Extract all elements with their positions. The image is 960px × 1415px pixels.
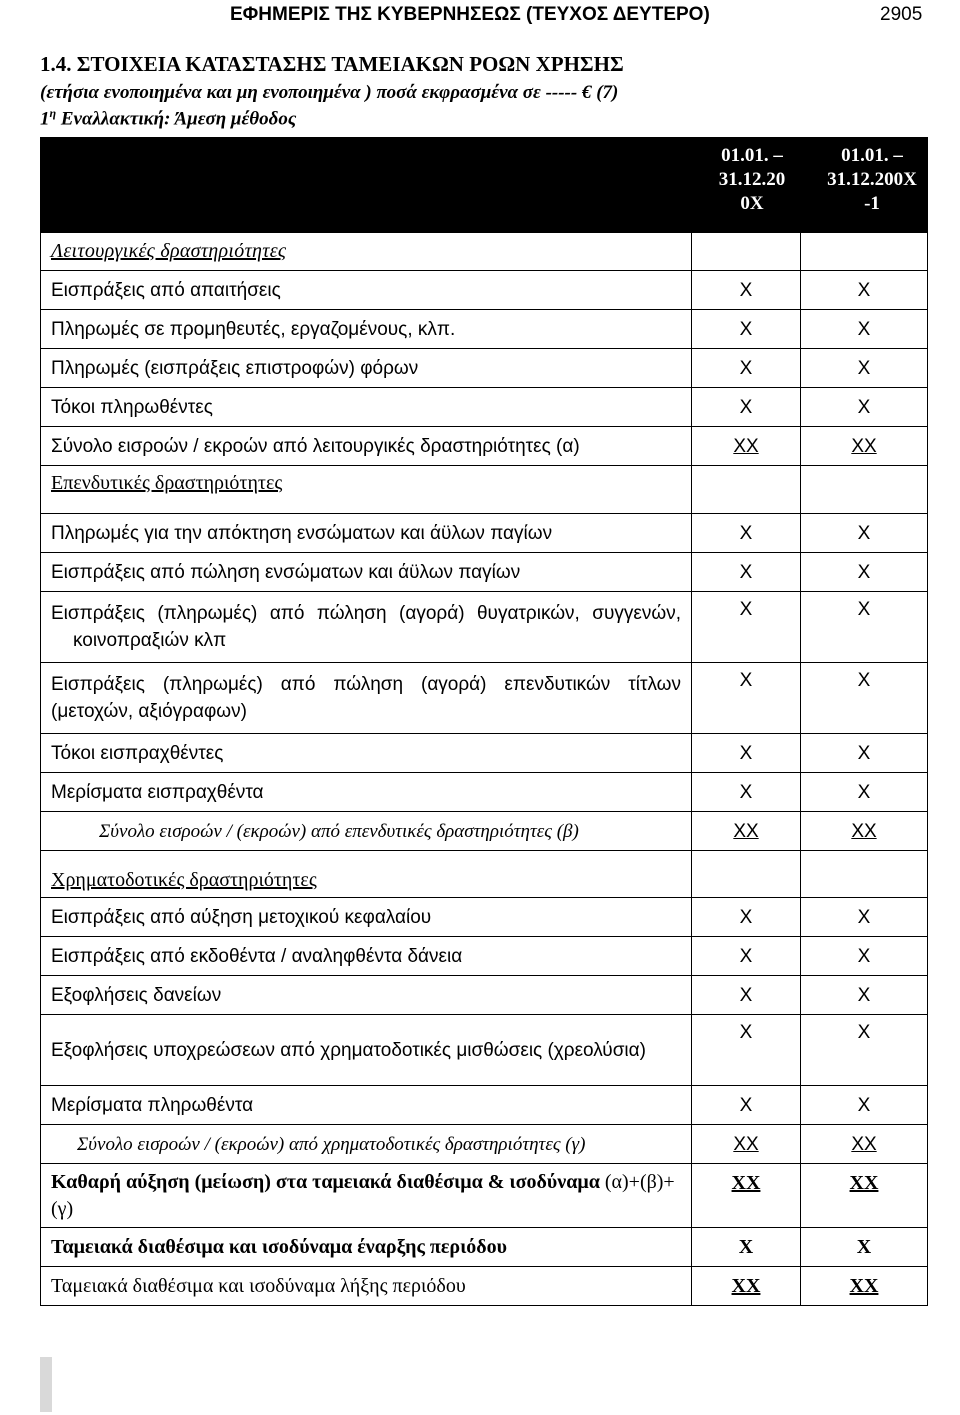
value-current: Χ — [692, 271, 801, 310]
financing-total-current: ΧΧ — [733, 1133, 759, 1155]
value-previous: Χ — [801, 553, 928, 592]
cash-flow-table — [40, 137, 928, 1306]
closing-cash-row — [41, 1267, 928, 1306]
page-number: 2905 — [880, 4, 923, 25]
table-row — [41, 663, 928, 734]
financing-total-label: Σύνολο εισροών / (εκροών) από χρηματοδοτικές δραστηριότητες (γ) — [41, 1125, 692, 1164]
value-previous: Χ — [801, 349, 928, 388]
row-label: Εισπράξεις (πληρωμές) από πώληση (αγορά) θυγατρικών, συγγενών, κοινοπραξιών κλπ — [51, 603, 681, 651]
table-row — [41, 937, 928, 976]
closing-cash-current: ΧΧ — [731, 1274, 761, 1297]
operating-total-label: Σύνολο εισροών / εκροών από λειτουργικές δραστηριότητες (α) — [41, 427, 692, 466]
row-label: Τόκοι πληρωθέντες — [41, 388, 692, 427]
table-row — [41, 592, 928, 663]
financing-total-previous: ΧΧ — [851, 1133, 877, 1155]
table-row — [41, 271, 928, 310]
row-label: Εξοφλήσεις υποχρεώσεων από χρηματοδοτικές μισθώσεις (χρεολύσια) — [51, 1039, 646, 1061]
investing-heading: Επενδυτικές δραστηριότητες — [51, 472, 283, 494]
value-current: Χ — [692, 388, 801, 427]
section-title: 1.4. ΣΤΟΙΧΕΙΑ ΚΑΤΑΣΤΑΣΗΣ ΤΑΜΕΙΑΚΩΝ ΡΟΩΝ ΧΡΗΣΗΣ — [40, 52, 624, 76]
gazette-title: ΕΦΗΜΕΡΙΣ ΤΗΣ ΚΥΒΕΡΝΗΣΕΩΣ (ΤΕΥΧΟΣ ΔΕΥΤΕΡΟ) — [230, 4, 710, 25]
table-row — [41, 773, 928, 812]
net-change-formula: (α)+(β)+(γ) — [51, 1170, 675, 1220]
value-previous: Χ — [801, 310, 928, 349]
operating-total-row — [41, 427, 928, 466]
table-row — [41, 1015, 928, 1086]
value-previous: Χ — [801, 734, 928, 773]
header-blank-cell — [41, 138, 692, 233]
financing-heading: Χρηματοδοτικές δραστηριότητες — [51, 869, 317, 891]
table-header-row — [41, 138, 928, 233]
value-current: Χ — [692, 1015, 801, 1086]
value-current: Χ — [692, 937, 801, 976]
row-label: Μερίσματα εισπραχθέντα — [41, 773, 692, 812]
row-label: Πληρωμές για την απόκτηση ενσώματων και άϋλων παγίων — [41, 514, 692, 553]
value-current: Χ — [692, 514, 801, 553]
value-previous: Χ — [801, 773, 928, 812]
value-current: Χ — [692, 773, 801, 812]
closing-cash-previous: ΧΧ — [849, 1274, 879, 1297]
value-previous: Χ — [801, 937, 928, 976]
value-previous: Χ — [801, 663, 928, 734]
row-label: Εισπράξεις από πώληση ενσώματων και άϋλων παγίων — [41, 553, 692, 592]
net-change-label: Καθαρή αύξηση (μείωση) στα ταμειακά διαθέσιμα & ισοδύναμα — [51, 1170, 600, 1193]
opening-cash-row — [41, 1228, 928, 1267]
table-row — [41, 976, 928, 1015]
row-label: Μερίσματα πληρωθέντα — [41, 1086, 692, 1125]
row-label: Εισπράξεις από εκδοθέντα / αναληφθέντα δάνεια — [41, 937, 692, 976]
value-current: Χ — [692, 898, 801, 937]
table-row — [41, 898, 928, 937]
value-current: Χ — [692, 310, 801, 349]
value-previous: Χ — [801, 388, 928, 427]
table-row — [41, 310, 928, 349]
value-current: Χ — [692, 1086, 801, 1125]
period-previous-header: 01.01. – 31.12.200Χ -1 — [801, 138, 928, 233]
value-previous: Χ — [801, 1086, 928, 1125]
value-current: Χ — [692, 663, 801, 734]
row-label: Εισπράξεις (πληρωμές) από πώληση (αγορά) επενδυτικών τίτλων (μετοχών, αξιόγραφων) — [51, 674, 681, 722]
table-row — [41, 514, 928, 553]
row-label: Εξοφλήσεις δανείων — [41, 976, 692, 1015]
table-row — [41, 349, 928, 388]
value-previous: Χ — [801, 976, 928, 1015]
net-change-current: ΧΧ — [731, 1172, 761, 1194]
row-label: Τόκοι εισπραχθέντες — [41, 734, 692, 773]
row-label: Εισπράξεις από αύξηση μετοχικού κεφαλαίου — [41, 898, 692, 937]
method-text: Εναλλακτική: Άμεση μέθοδος — [56, 108, 297, 130]
table-row — [41, 388, 928, 427]
row-label: Πληρωμές σε προμηθευτές, εργαζομένους, κλπ. — [41, 310, 692, 349]
value-previous: Χ — [801, 271, 928, 310]
net-change-row — [41, 1164, 928, 1228]
value-current: Χ — [692, 592, 801, 663]
row-label: Πληρωμές (εισπράξεις επιστροφών) φόρων — [41, 349, 692, 388]
net-change-previous: ΧΧ — [849, 1172, 879, 1194]
investing-heading-row — [41, 466, 928, 514]
value-previous: Χ — [801, 1015, 928, 1086]
closing-cash-label: Ταμειακά διαθέσιμα και ισοδύναμα λήξης περιόδου — [51, 1274, 466, 1297]
value-current: Χ — [692, 734, 801, 773]
period-current-header: 01.01. – 31.12.20 0Χ — [692, 138, 801, 233]
operating-heading: Λειτουργικές δραστηριότητες — [51, 240, 287, 262]
page-header — [0, 4, 960, 28]
value-previous: Χ — [801, 898, 928, 937]
margin-bar — [40, 1357, 52, 1412]
table-row — [41, 1086, 928, 1125]
opening-cash-previous: Χ — [856, 1235, 872, 1258]
opening-cash-label: Ταμειακά διαθέσιμα και ισοδύναμα έναρξης περιόδου — [51, 1235, 508, 1258]
section-subtitle: (ετήσια ενοποιημένα και μη ενοποιημένα ) ποσά εκφρασμένα σε ----- € (7) — [40, 82, 619, 103]
operating-total-current: ΧΧ — [733, 435, 759, 457]
table-row — [41, 734, 928, 773]
operating-total-previous: ΧΧ — [851, 435, 877, 457]
financing-total-row — [41, 1125, 928, 1164]
table-row — [41, 553, 928, 592]
investing-total-current: ΧΧ — [733, 820, 759, 842]
row-label: Εισπράξεις από απαιτήσεις — [41, 271, 692, 310]
investing-total-label: Σύνολο εισροών / (εκροών) από επενδυτικές δραστηριότητες (β) — [41, 812, 692, 851]
opening-cash-current: Χ — [738, 1235, 754, 1258]
value-current: Χ — [692, 976, 801, 1015]
financing-heading-row — [41, 851, 928, 898]
value-current: Χ — [692, 349, 801, 388]
method-number: 1 — [40, 108, 50, 130]
value-current: Χ — [692, 553, 801, 592]
value-previous: Χ — [801, 592, 928, 663]
method-line — [40, 106, 296, 130]
investing-total-previous: ΧΧ — [851, 820, 877, 842]
value-previous: Χ — [801, 514, 928, 553]
operating-heading-row — [41, 233, 928, 271]
method-ordinal: η — [49, 106, 57, 120]
investing-total-row — [41, 812, 928, 851]
